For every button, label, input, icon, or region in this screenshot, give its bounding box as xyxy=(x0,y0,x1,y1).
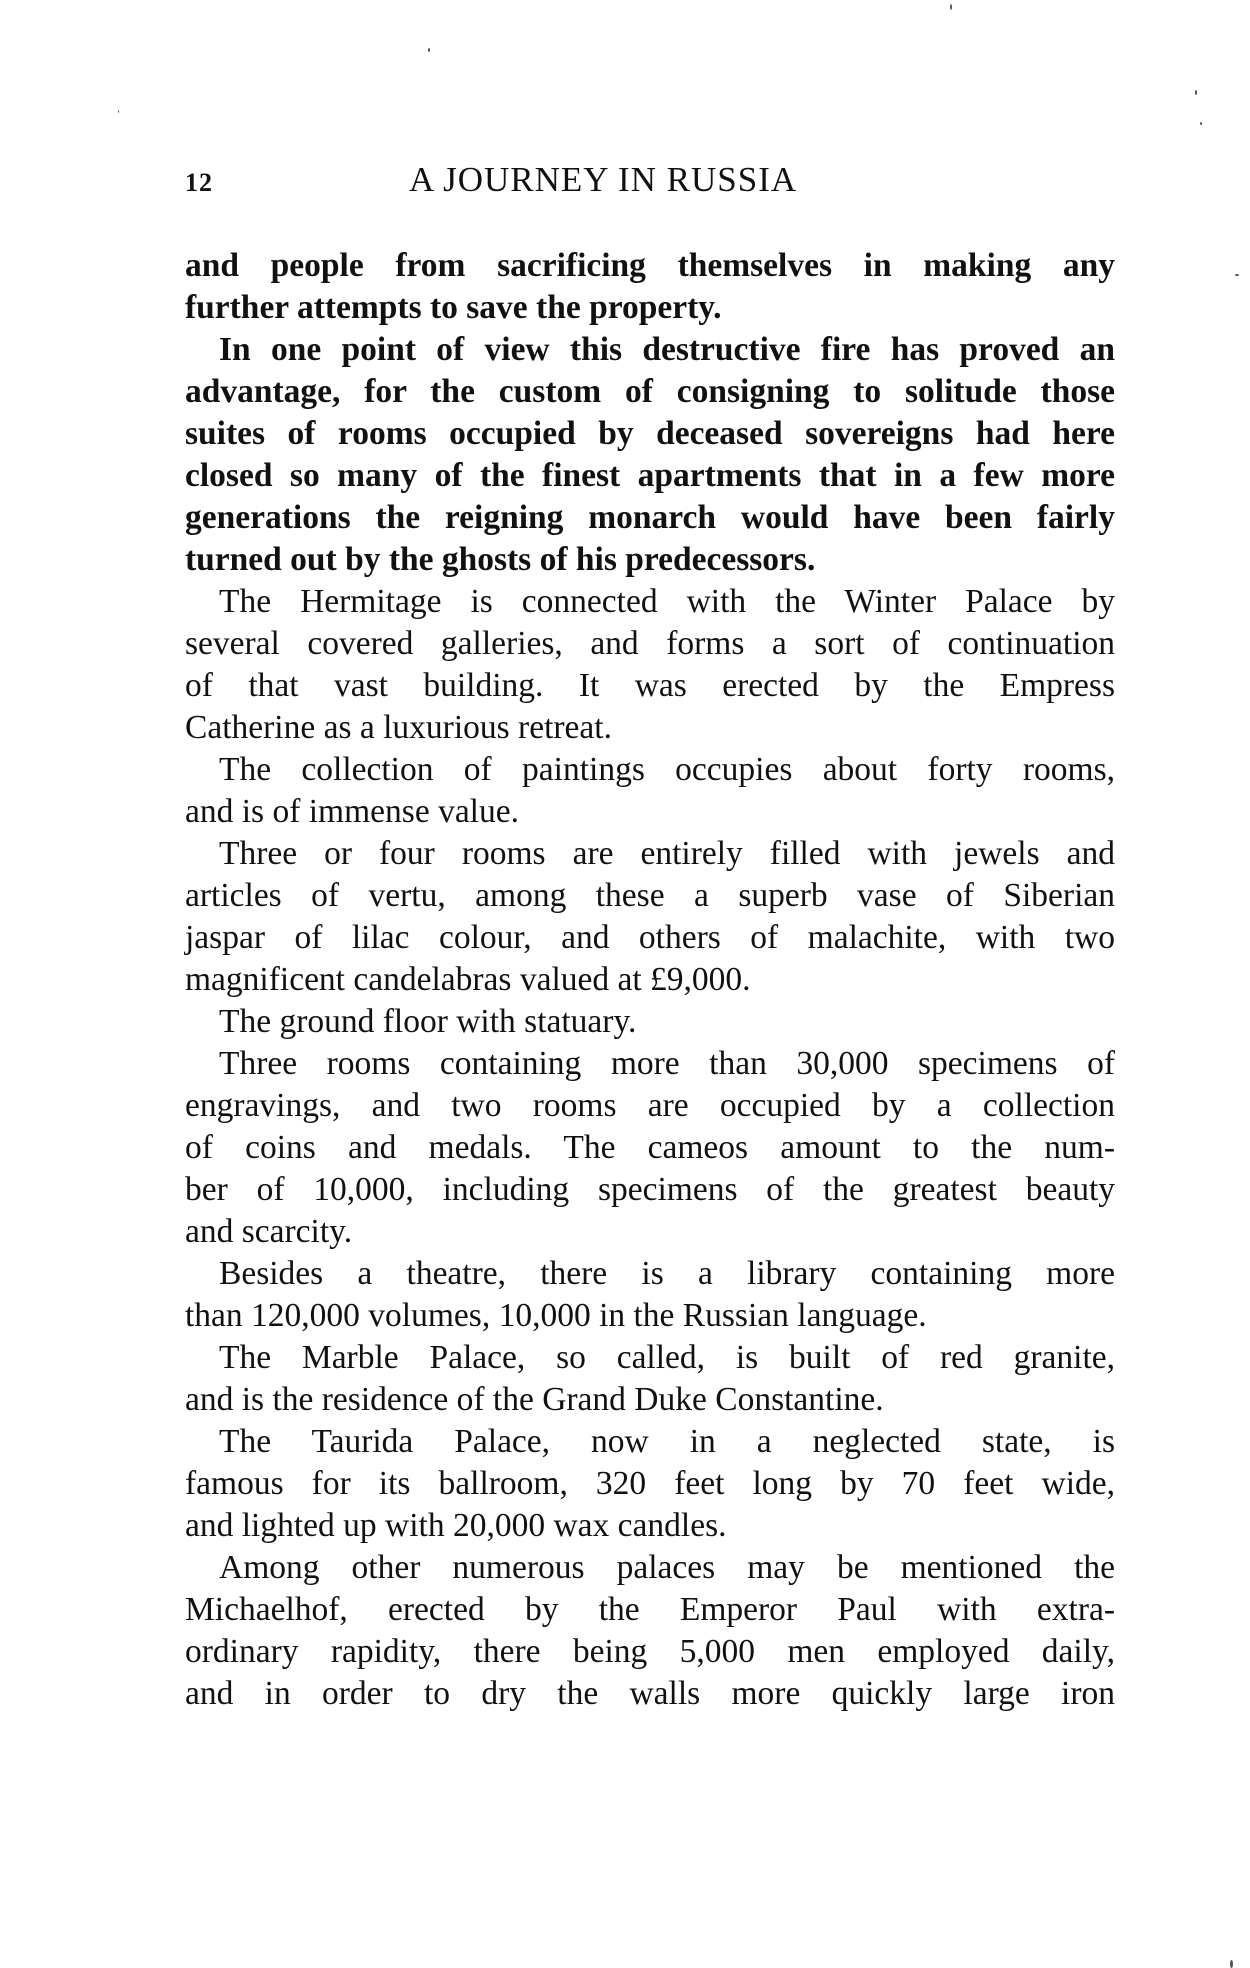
text-line: ber of 10,000, including specimens of the greatest beauty xyxy=(185,1171,1115,1208)
text-line: articles of vertu, among these a superb vase of Siberian xyxy=(185,877,1115,914)
text-line: magnificent candelabras valued at £9,000. xyxy=(185,961,751,998)
body-text xyxy=(185,245,1115,1715)
text-line: Three rooms containing more than 30,000 specimens of xyxy=(219,1045,1115,1082)
text-line: several covered galleries, and forms a sort of continuation xyxy=(185,625,1115,662)
text-line: Besides a theatre, there is a library containing more xyxy=(219,1255,1115,1292)
text-line: and lighted up with 20,000 wax candles. xyxy=(185,1507,727,1544)
text-line: and people from sacrificing themselves in making any xyxy=(185,247,1115,284)
text-line: Three or four rooms are entirely filled with jewels and xyxy=(219,835,1115,872)
page-number: 12 xyxy=(185,168,213,197)
text-line: than 120,000 volumes, 10,000 in the Russian language. xyxy=(185,1297,927,1334)
paragraph xyxy=(185,749,1115,833)
text-line: Michaelhof, erected by the Emperor Paul with extra- xyxy=(185,1591,1115,1628)
text-line: and is the residence of the Grand Duke Constantine. xyxy=(185,1381,884,1418)
scan-speck xyxy=(118,110,119,113)
text-line: Among other numerous palaces may be mentioned the xyxy=(219,1549,1115,1586)
text-line: and scarcity. xyxy=(185,1213,353,1250)
text-line: ordinary rapidity, there being 5,000 men employed daily, xyxy=(185,1633,1115,1670)
text-line: The Taurida Palace, now in a neglected state, is xyxy=(219,1423,1115,1460)
paragraph xyxy=(185,1547,1115,1715)
text-line: In one point of view this destructive fire has proved an xyxy=(219,331,1115,368)
paragraph xyxy=(185,245,1115,329)
text-line: The collection of paintings occupies about forty rooms, xyxy=(219,751,1115,788)
text-line: The Hermitage is connected with the Winter Palace by xyxy=(219,583,1115,620)
text-line: engravings, and two rooms are occupied by a collection xyxy=(185,1087,1115,1124)
scan-speck xyxy=(950,4,952,10)
text-line: of coins and medals. The cameos amount to the num- xyxy=(185,1129,1115,1166)
text-line: and in order to dry the walls more quickly large iron xyxy=(185,1675,1115,1712)
text-line: of that vast building. It was erected by the Empress xyxy=(185,667,1115,704)
scan-speck xyxy=(428,48,430,52)
paragraph xyxy=(185,581,1115,749)
text-line: jaspar of lilac colour, and others of malachite, with two xyxy=(185,919,1115,956)
text-line: advantage, for the custom of consigning to solitude those xyxy=(185,373,1115,410)
running-title: A JOURNEY IN RUSSIA xyxy=(409,160,798,199)
text-line: suites of rooms occupied by deceased sovereigns had here xyxy=(185,415,1115,452)
scan-speck xyxy=(1200,122,1202,125)
paragraph xyxy=(185,833,1115,1001)
text-line: closed so many of the finest apartments that in a few more xyxy=(185,457,1115,494)
text-line: Catherine as a luxurious retreat. xyxy=(185,709,612,746)
scan-speck xyxy=(1235,274,1239,276)
text-line: generations the reigning monarch would have been fairly xyxy=(185,499,1115,536)
paragraph xyxy=(185,1043,1115,1253)
paragraph xyxy=(185,1421,1115,1547)
text-line: The Marble Palace, so called, is built of red granite, xyxy=(219,1339,1115,1376)
scan-speck xyxy=(1230,1960,1233,1968)
running-head xyxy=(185,160,1115,204)
paragraph xyxy=(185,1253,1115,1337)
text-line: and is of immense value. xyxy=(185,793,519,830)
text-line: turned out by the ghosts of his predecessors. xyxy=(185,541,816,578)
paragraph xyxy=(185,1337,1115,1421)
paragraph xyxy=(185,1001,1115,1043)
scan-speck xyxy=(1195,90,1197,95)
text-line: famous for its ballroom, 320 feet long by 70 feet wide, xyxy=(185,1465,1115,1502)
text-line: The ground floor with statuary. xyxy=(219,1003,637,1040)
paragraph xyxy=(185,329,1115,581)
text-line: further attempts to save the property. xyxy=(185,289,722,326)
